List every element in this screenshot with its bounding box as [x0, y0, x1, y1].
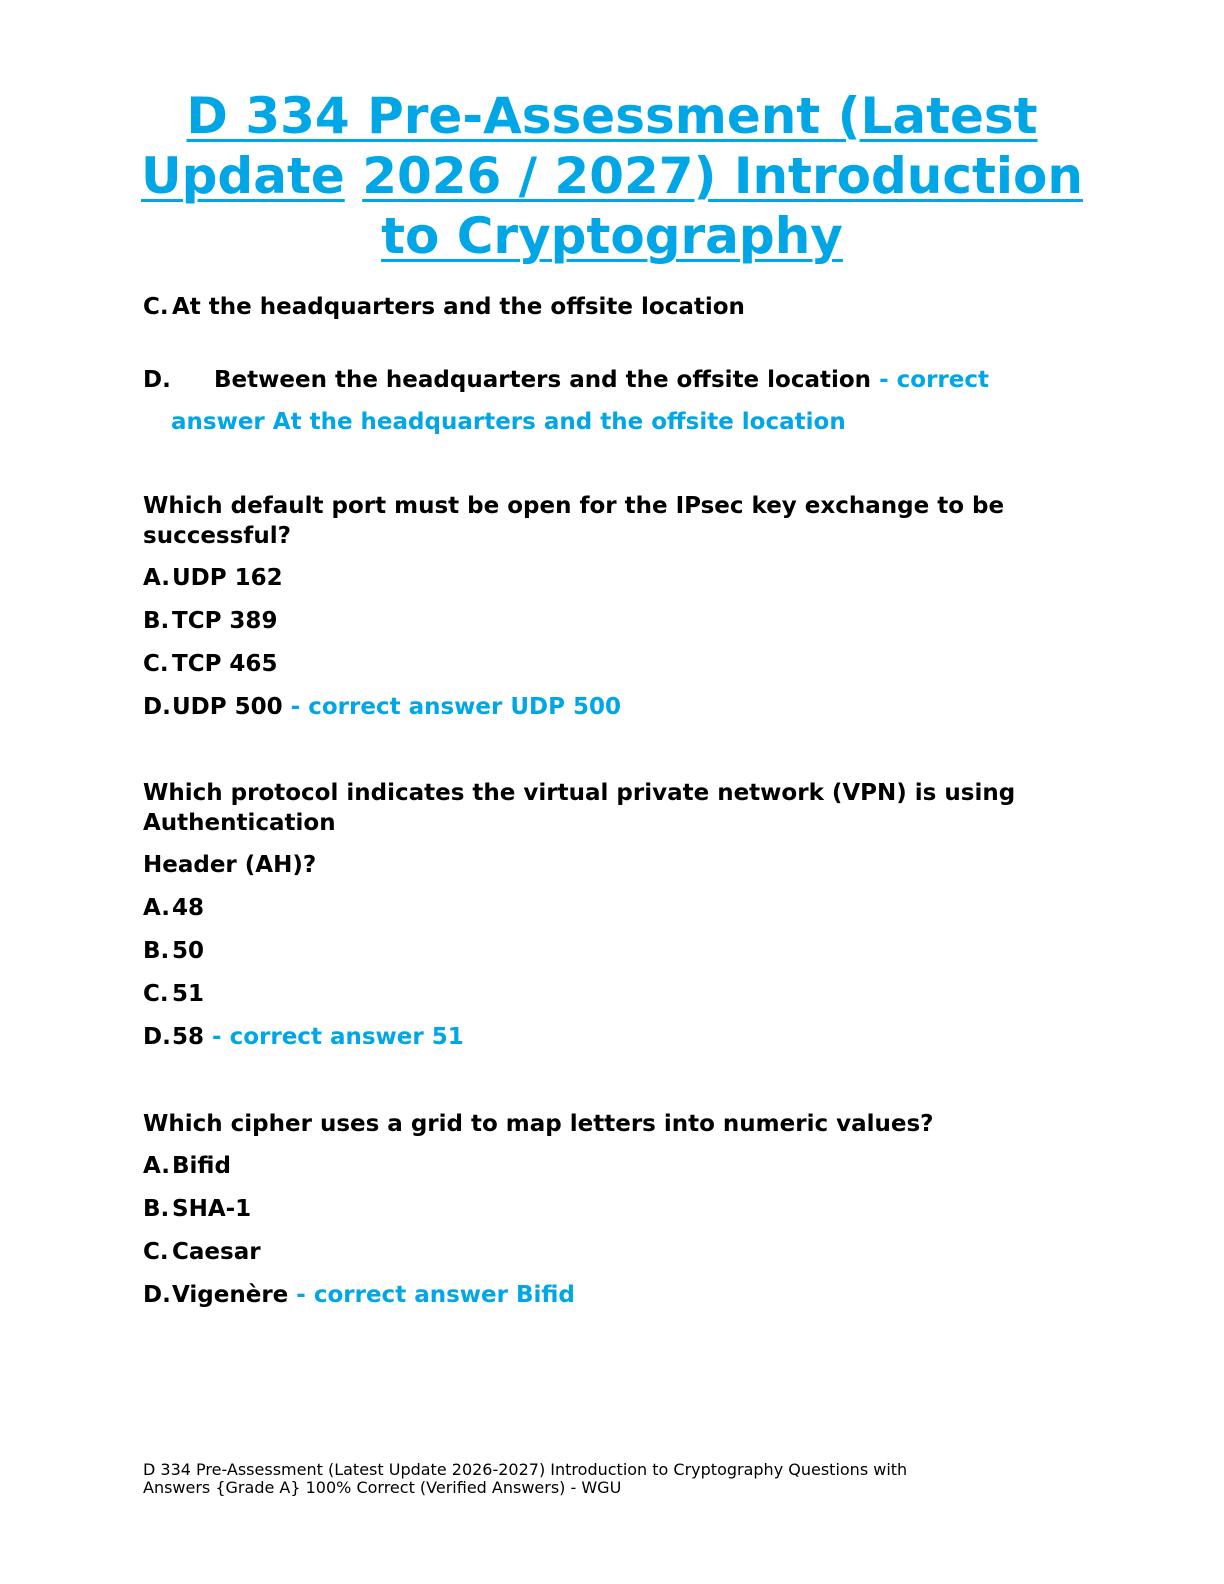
q1-option-d: D.UDP 500 - correct answer UDP 500 [143, 694, 622, 720]
q3-option-a: A.Bifid [143, 1153, 231, 1179]
title-line-2b: 2026 / 2027) Introduction [362, 147, 1083, 205]
q2-option-d: D.58 - correct answer 51 [143, 1024, 464, 1050]
q1-question-line-2: successful? [143, 523, 291, 549]
q0-option-d: D. Between the headquarters and the offsite location - correct [143, 367, 989, 393]
q1-option-b: B. TCP 389 [143, 608, 278, 634]
q1-question-line-1: Which default port must be open for the IPsec key exchange to be [143, 493, 1005, 519]
q0-answer: - correct [879, 367, 989, 393]
document-title [0, 86, 1224, 266]
title-line-2a: Update [141, 147, 345, 205]
footer-line-1: D 334 Pre-Assessment (Latest Update 2026-2027) Introduction to Cryptography Questions with [143, 1460, 908, 1479]
q3-question-line-1: Which cipher uses a grid to map letters into numeric values? [143, 1111, 934, 1137]
q0-option-c: C. At the headquarters and the offsite location [143, 294, 745, 320]
q1-answer: - correct answer UDP 500 [290, 694, 622, 720]
q2-option-a: A.48 [143, 895, 205, 921]
q2-option-c: C. 51 [143, 981, 205, 1007]
q2-question-line-2: Authentication [143, 810, 336, 836]
q1-option-c: C. TCP 465 [143, 651, 278, 677]
title-line-1: D 334 Pre-Assessment (Latest [186, 87, 1038, 145]
q3-option-d: D.Vigenère - correct answer Bifid [143, 1282, 575, 1308]
page-footer [143, 1461, 907, 1497]
q2-option-b: B. 50 [143, 938, 205, 964]
q3-option-b: B. SHA-1 [143, 1196, 252, 1222]
footer-line-2: Answers {Grade A} 100% Correct (Verified Answers) - WGU [143, 1478, 622, 1497]
q2-question-line-3: Header (AH)? [143, 852, 317, 878]
q3-option-c: C. Caesar [143, 1239, 261, 1265]
q1-option-a: A.UDP 162 [143, 565, 283, 591]
q3-answer: - correct answer Bifid [296, 1282, 575, 1308]
q2-answer: - correct answer 51 [212, 1024, 464, 1050]
q0-answer-continued: answer At the headquarters and the offsite location [171, 409, 846, 435]
title-line-3: to Cryptography [381, 207, 843, 265]
q2-question-line-1: Which protocol indicates the virtual private network (VPN) is using [143, 780, 1016, 806]
